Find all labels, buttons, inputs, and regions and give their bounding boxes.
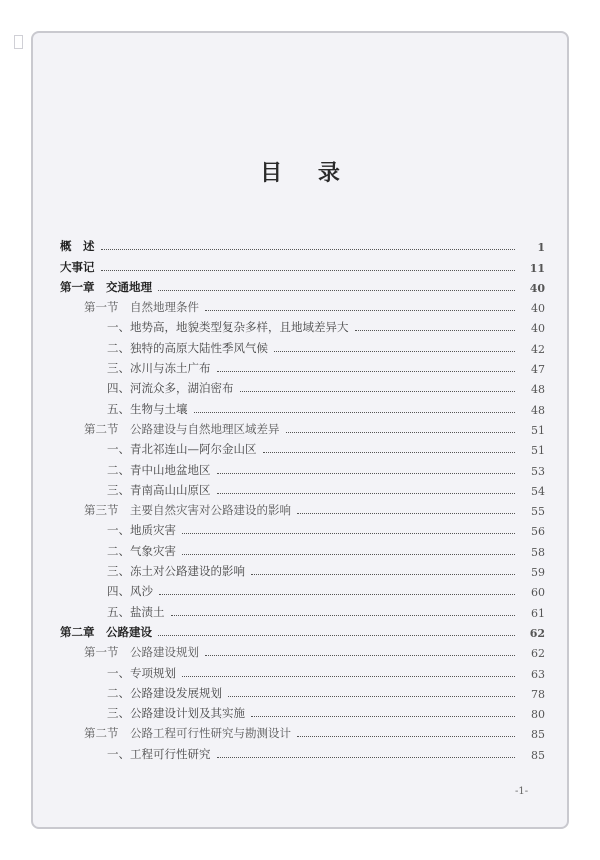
- toc-entry[interactable]: [60, 518, 545, 538]
- leader-dots: [355, 330, 516, 331]
- toc-entry-label: 三、青南高山山原区: [107, 482, 211, 497]
- leader-dots: [251, 574, 515, 575]
- toc-entry-page: 80: [531, 708, 545, 722]
- toc-entry[interactable]: [60, 660, 545, 680]
- leader-dots: [205, 310, 515, 311]
- toc-entry[interactable]: [60, 681, 545, 701]
- toc-entry[interactable]: [60, 599, 545, 619]
- toc-entry[interactable]: [60, 417, 545, 437]
- leader-dots: [274, 351, 515, 352]
- toc-entry-label: 一、专项规划: [107, 665, 176, 680]
- toc-entry-label: 概 述: [60, 239, 95, 254]
- toc-entry-label: 第一节 自然地理条件: [84, 300, 199, 315]
- toc-entry-label: 四、河流众多，湖泊密布: [107, 381, 234, 396]
- toc-entry-label: 三、冻土对公路建设的影响: [107, 564, 245, 579]
- toc-entry-page: 78: [531, 687, 545, 701]
- toc-entry-page: 60: [531, 586, 545, 600]
- toc-entry[interactable]: [60, 335, 545, 355]
- leader-dots: [217, 493, 516, 494]
- leader-dots: [297, 513, 515, 514]
- leader-dots: [158, 635, 515, 636]
- toc-entry-page: 85: [531, 748, 545, 762]
- toc-entry[interactable]: [60, 620, 545, 640]
- toc-entry-page: 85: [531, 728, 545, 742]
- toc-entry-label: 第三节 主要自然灾害对公路建设的影响: [84, 503, 291, 518]
- toc-entry-page: 58: [531, 545, 545, 559]
- toc-entry-page: 62: [529, 626, 545, 640]
- toc-entry-page: 62: [531, 647, 545, 661]
- leader-dots: [286, 432, 516, 433]
- toc-entry-label: 二、公路建设发展规划: [107, 685, 222, 700]
- toc-entry-label: 三、冰川与冻土广布: [107, 361, 211, 376]
- toc-entry-label: 五、生物与土壤: [107, 401, 188, 416]
- toc-entry-label: 第二章 公路建设: [60, 624, 152, 639]
- toc-entry-page: 63: [531, 667, 545, 681]
- toc-entry-page: 51: [531, 423, 545, 437]
- toc-entry-page: 54: [531, 484, 545, 498]
- leader-dots: [101, 249, 516, 250]
- toc-entry-page: 59: [531, 566, 545, 580]
- toc-entry-page: 55: [531, 505, 545, 519]
- toc-entry[interactable]: [60, 701, 545, 721]
- toc-entry-label: 第一章 交通地理: [60, 279, 152, 294]
- leader-dots: [158, 290, 515, 291]
- leader-dots: [182, 676, 515, 677]
- leader-dots: [194, 412, 516, 413]
- toc-entry[interactable]: [60, 295, 545, 315]
- leader-dots: [182, 533, 515, 534]
- toc-entry-page: 47: [531, 363, 545, 377]
- toc-entry[interactable]: [60, 559, 545, 579]
- leader-dots: [263, 452, 516, 453]
- toc-entry[interactable]: [60, 478, 545, 498]
- scan-edge-mark: [14, 35, 23, 49]
- toc-entry-page: 51: [531, 444, 545, 458]
- table-of-contents: [60, 234, 545, 762]
- toc-entry-page: 53: [531, 464, 545, 478]
- leader-dots: [240, 391, 516, 392]
- toc-entry[interactable]: [60, 376, 545, 396]
- leader-dots: [228, 696, 515, 697]
- toc-entry-label: 五、盐渍土: [107, 604, 165, 619]
- toc-entry-label: 一、地质灾害: [107, 523, 176, 538]
- toc-entry-label: 一、工程可行性研究: [107, 746, 211, 761]
- leader-dots: [217, 757, 516, 758]
- leader-dots: [251, 716, 515, 717]
- toc-entry[interactable]: [60, 437, 545, 457]
- toc-entry-label: 四、风沙: [107, 584, 153, 599]
- toc-entry-label: 三、公路建设计划及其实施: [107, 706, 245, 721]
- toc-entry[interactable]: [60, 498, 545, 518]
- leader-dots: [217, 371, 516, 372]
- page-title: 目 录: [260, 160, 354, 186]
- leader-dots: [171, 615, 516, 616]
- leader-dots: [217, 473, 516, 474]
- toc-entry-label: 二、独特的高原大陆性季风气候: [107, 340, 268, 355]
- leader-dots: [101, 270, 516, 271]
- toc-entry-page: 40: [531, 302, 545, 316]
- toc-entry[interactable]: [60, 457, 545, 477]
- toc-entry[interactable]: [60, 254, 545, 274]
- toc-entry-page: 11: [529, 261, 545, 275]
- toc-entry-page: 56: [531, 525, 545, 539]
- toc-entry[interactable]: [60, 315, 545, 335]
- toc-entry-page: 48: [531, 383, 545, 397]
- toc-entry-page: 61: [531, 606, 545, 620]
- leader-dots: [159, 594, 515, 595]
- toc-entry[interactable]: [60, 579, 545, 599]
- toc-entry-page: 40: [531, 322, 545, 336]
- toc-entry-label: 二、青中山地盆地区: [107, 462, 211, 477]
- toc-entry[interactable]: [60, 275, 545, 295]
- toc-entry-page: 40: [529, 281, 545, 295]
- toc-entry-label: 二、气象灾害: [107, 543, 176, 558]
- toc-entry-label: 一、青北祁连山—阿尔金山区: [107, 442, 257, 457]
- leader-dots: [297, 736, 515, 737]
- toc-entry[interactable]: [60, 356, 545, 376]
- toc-entry-label: 第一节 公路建设规划: [84, 645, 199, 660]
- toc-entry-page: 48: [531, 403, 545, 417]
- toc-entry[interactable]: [60, 538, 545, 558]
- toc-entry-label: 第二节 公路工程可行性研究与勘测设计: [84, 726, 291, 741]
- toc-entry-page: 42: [531, 342, 545, 356]
- toc-entry[interactable]: [60, 741, 545, 761]
- toc-entry[interactable]: [60, 640, 545, 660]
- toc-entry-label: 一、地势高，地貌类型复杂多样，且地域差异大: [107, 320, 349, 335]
- toc-entry[interactable]: [60, 396, 545, 416]
- toc-entry[interactable]: [60, 721, 545, 741]
- toc-entry-label: 第二节 公路建设与自然地理区域差异: [84, 421, 280, 436]
- toc-entry-label: 大事记: [60, 259, 95, 274]
- toc-entry-page: 1: [537, 241, 545, 255]
- toc-entry[interactable]: [60, 234, 545, 254]
- leader-dots: [182, 554, 515, 555]
- leader-dots: [205, 655, 515, 656]
- page-number: -1-: [515, 786, 529, 797]
